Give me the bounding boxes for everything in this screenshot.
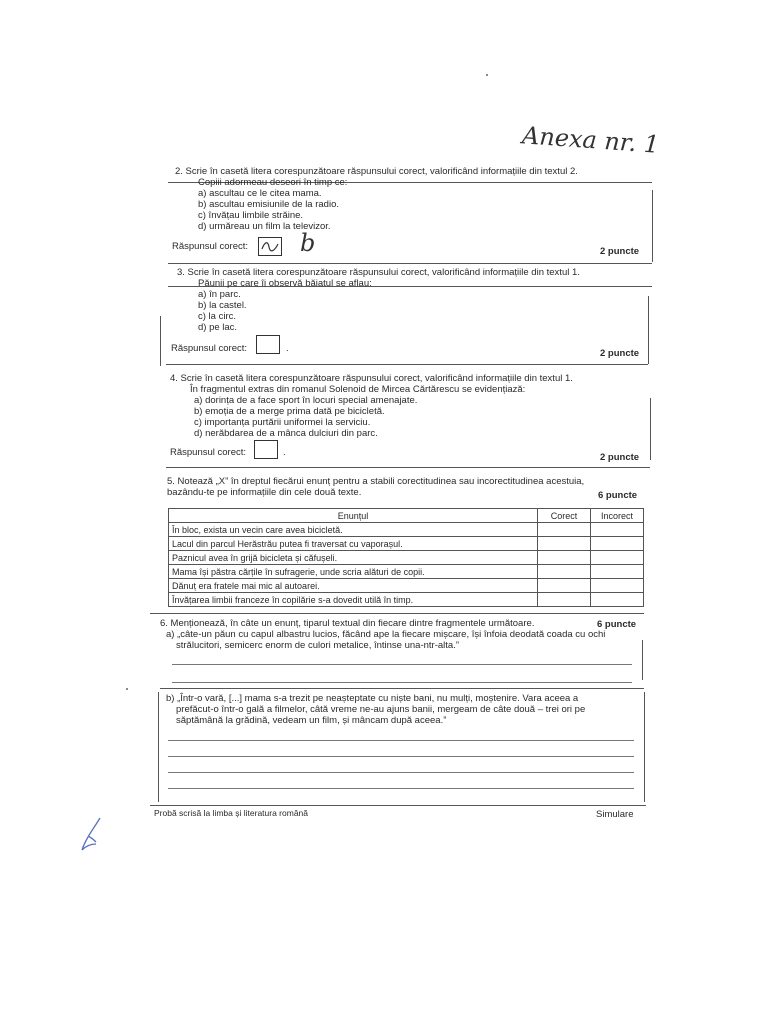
q6-b-line2: prefăcut-o într-o gală a filmelor, câtă vreme ne-au ajuns banii, mergeam de câte două – trei ori pe — [176, 704, 586, 715]
q6-points: 6 puncte — [597, 619, 637, 630]
q2-frame-bottom — [168, 263, 652, 264]
footer-left: Probă scrisă la limba și literatura română — [154, 808, 309, 818]
incorrect-cell[interactable] — [591, 551, 644, 565]
statement-cell: În bloc, exista un vecin care avea bicicletă. — [169, 523, 538, 537]
q3-answer-label: Răspunsul corect: — [171, 343, 248, 354]
q5-question-line1: 5. Notează „X” în dreptul fiecărui enunț pentru a stabili corectitudinea sau incorectitudinea acestuia, — [167, 476, 585, 487]
q6-a-line2: strălucitori, semicerc enorm de culori metalice, întinse una-ntr-alta.” — [176, 640, 459, 651]
q2-option-b: b) ascultau emisiunile de la radio. — [198, 199, 339, 210]
header-correct: Corect — [538, 509, 591, 523]
q3-frame-bottom — [166, 364, 648, 365]
q6-a-answer-line-2[interactable] — [172, 682, 632, 683]
incorrect-cell[interactable] — [591, 523, 644, 537]
q3-frame-left — [160, 316, 161, 366]
q6-question: 6. Menționează, în câte un enunț, tiparul textual din fiecare dintre fragmentele următoare. — [160, 618, 535, 629]
q3-option-d: d) pe lac. — [198, 322, 238, 333]
table-row — [169, 593, 644, 607]
q6-b-answer-line-1[interactable] — [168, 740, 634, 741]
q2-answer-box[interactable] — [258, 237, 282, 256]
q4-period: . — [283, 447, 286, 458]
q5-points: 6 puncte — [598, 490, 638, 501]
pen-mark-icon — [76, 814, 106, 856]
footer-rule — [150, 805, 646, 806]
q6-b-line1: b) „Într-o vară, [...] mama s-a trezit pe neașteptate cu niște bani, nu mulți, moștenire. Vara aceea a — [166, 693, 579, 704]
q4-option-b: b) emoția de a merge prima dată pe bicicletă. — [194, 406, 385, 417]
table-row — [169, 523, 644, 537]
header-statement: Enunțul — [169, 509, 538, 523]
correct-cell[interactable] — [538, 579, 591, 593]
footer-right: Simulare — [596, 809, 634, 820]
statement-cell: Lacul din parcul Herăstrău putea fi traversat cu vaporașul. — [169, 537, 538, 551]
statement-cell: Paznicul avea în grijă bicicleta și căfușeli. — [169, 551, 538, 565]
q6-b-answer-line-3[interactable] — [168, 772, 634, 773]
incorrect-cell[interactable] — [591, 579, 644, 593]
q6-a-line1: a) „câte-un păun cu capul albastru lucios, făcând ape la fiecare mișcare, își înfoia deodată coada cu ochi — [166, 629, 606, 640]
q2-option-d: d) urmăreau un film la televizor. — [198, 221, 331, 232]
q3-points: 2 puncte — [600, 348, 640, 359]
statement-cell: Învățarea limbii franceze în copilărie s-a dovedit utilă în timp. — [169, 593, 538, 607]
q3-frame-right — [648, 296, 649, 364]
q2-frame-right — [652, 190, 653, 262]
scan-speck — [486, 74, 488, 76]
q6b-frame-left — [158, 692, 159, 802]
correct-cell[interactable] — [538, 551, 591, 565]
statement-cell: Dănuț era fratele mai mic al autoarei. — [169, 579, 538, 593]
annex-title: Anexa nr. 1 — [521, 121, 661, 159]
q5-question-line2: bazându-te pe informațiile din cele două texte. — [167, 487, 362, 498]
incorrect-cell[interactable] — [591, 537, 644, 551]
q6-frame-right — [642, 640, 643, 680]
q6-frame-top — [150, 613, 644, 614]
scribble-mark — [259, 238, 281, 255]
correct-cell[interactable] — [538, 537, 591, 551]
q2-handwritten-answer: b — [300, 229, 316, 257]
q3-prompt: Păunii pe care îi observă băiatul se aflau: — [198, 278, 372, 289]
q6-b-line3: săptămână la grădină, vedeam un film, și mâncam după aceea.” — [176, 715, 447, 726]
table-row — [169, 551, 644, 565]
statement-cell: Mama își păstra cărțile în sufragerie, unde scria alături de copii. — [169, 565, 538, 579]
q3-question: 3. Scrie în casetă litera corespunzătoare răspunsului corect, valorificând informațiile din textul 1. — [177, 267, 580, 278]
header-incorrect: Incorect — [591, 509, 644, 523]
q4-answer-box[interactable] — [254, 440, 278, 459]
scan-speck — [126, 688, 128, 690]
table-header-row — [169, 509, 644, 523]
q3-option-c: c) la circ. — [198, 311, 236, 322]
q3-answer-box[interactable] — [256, 335, 280, 354]
q4-prompt: În fragmentul extras din romanul Solenoid de Mircea Cărtărescu se evidențiază: — [190, 384, 526, 395]
q6b-frame-top — [160, 688, 644, 689]
q2-answer-label: Răspunsul corect: — [172, 241, 249, 252]
table-row — [169, 579, 644, 593]
incorrect-cell[interactable] — [591, 593, 644, 607]
correct-cell[interactable] — [538, 523, 591, 537]
q6-a-answer-line-1[interactable] — [172, 664, 632, 665]
q4-option-a: a) dorința de a face sport în locuri special amenajate. — [194, 395, 418, 406]
q3-period: . — [286, 343, 289, 354]
q4-points: 2 puncte — [600, 452, 640, 463]
incorrect-cell[interactable] — [591, 565, 644, 579]
q4-answer-label: Răspunsul corect: — [170, 447, 247, 458]
q4-option-d: d) nerăbdarea de a mânca dulciuri din parc. — [194, 428, 378, 439]
correct-cell[interactable] — [538, 593, 591, 607]
correct-cell[interactable] — [538, 565, 591, 579]
q2-question: 2. Scrie în casetă litera corespunzătoare răspunsului corect, valorificând informațiile din textul 2. — [175, 166, 578, 177]
q2-prompt: Copiii adormeau deseori în timp ce: — [198, 177, 348, 188]
q6-b-answer-line-2[interactable] — [168, 756, 634, 757]
q2-points: 2 puncte — [600, 246, 640, 257]
q2-option-a: a) ascultau ce le citea mama. — [198, 188, 322, 199]
q6b-frame-right — [644, 692, 645, 802]
q3-option-b: b) la castel. — [198, 300, 247, 311]
q2-option-c: c) învățau limbile străine. — [198, 210, 304, 221]
q4-option-c: c) importanța purtării uniformei la serviciu. — [194, 417, 371, 428]
q4-question: 4. Scrie în casetă litera corespunzătoare răspunsului corect, valorificând informațiile din textul 1. — [170, 373, 573, 384]
q4-frame-bottom — [166, 467, 650, 468]
statements-table — [168, 508, 644, 607]
q6-b-answer-line-4[interactable] — [168, 788, 634, 789]
table-row — [169, 537, 644, 551]
q3-option-a: a) în parc. — [198, 289, 241, 300]
q4-frame-right — [650, 398, 651, 460]
table-row — [169, 565, 644, 579]
